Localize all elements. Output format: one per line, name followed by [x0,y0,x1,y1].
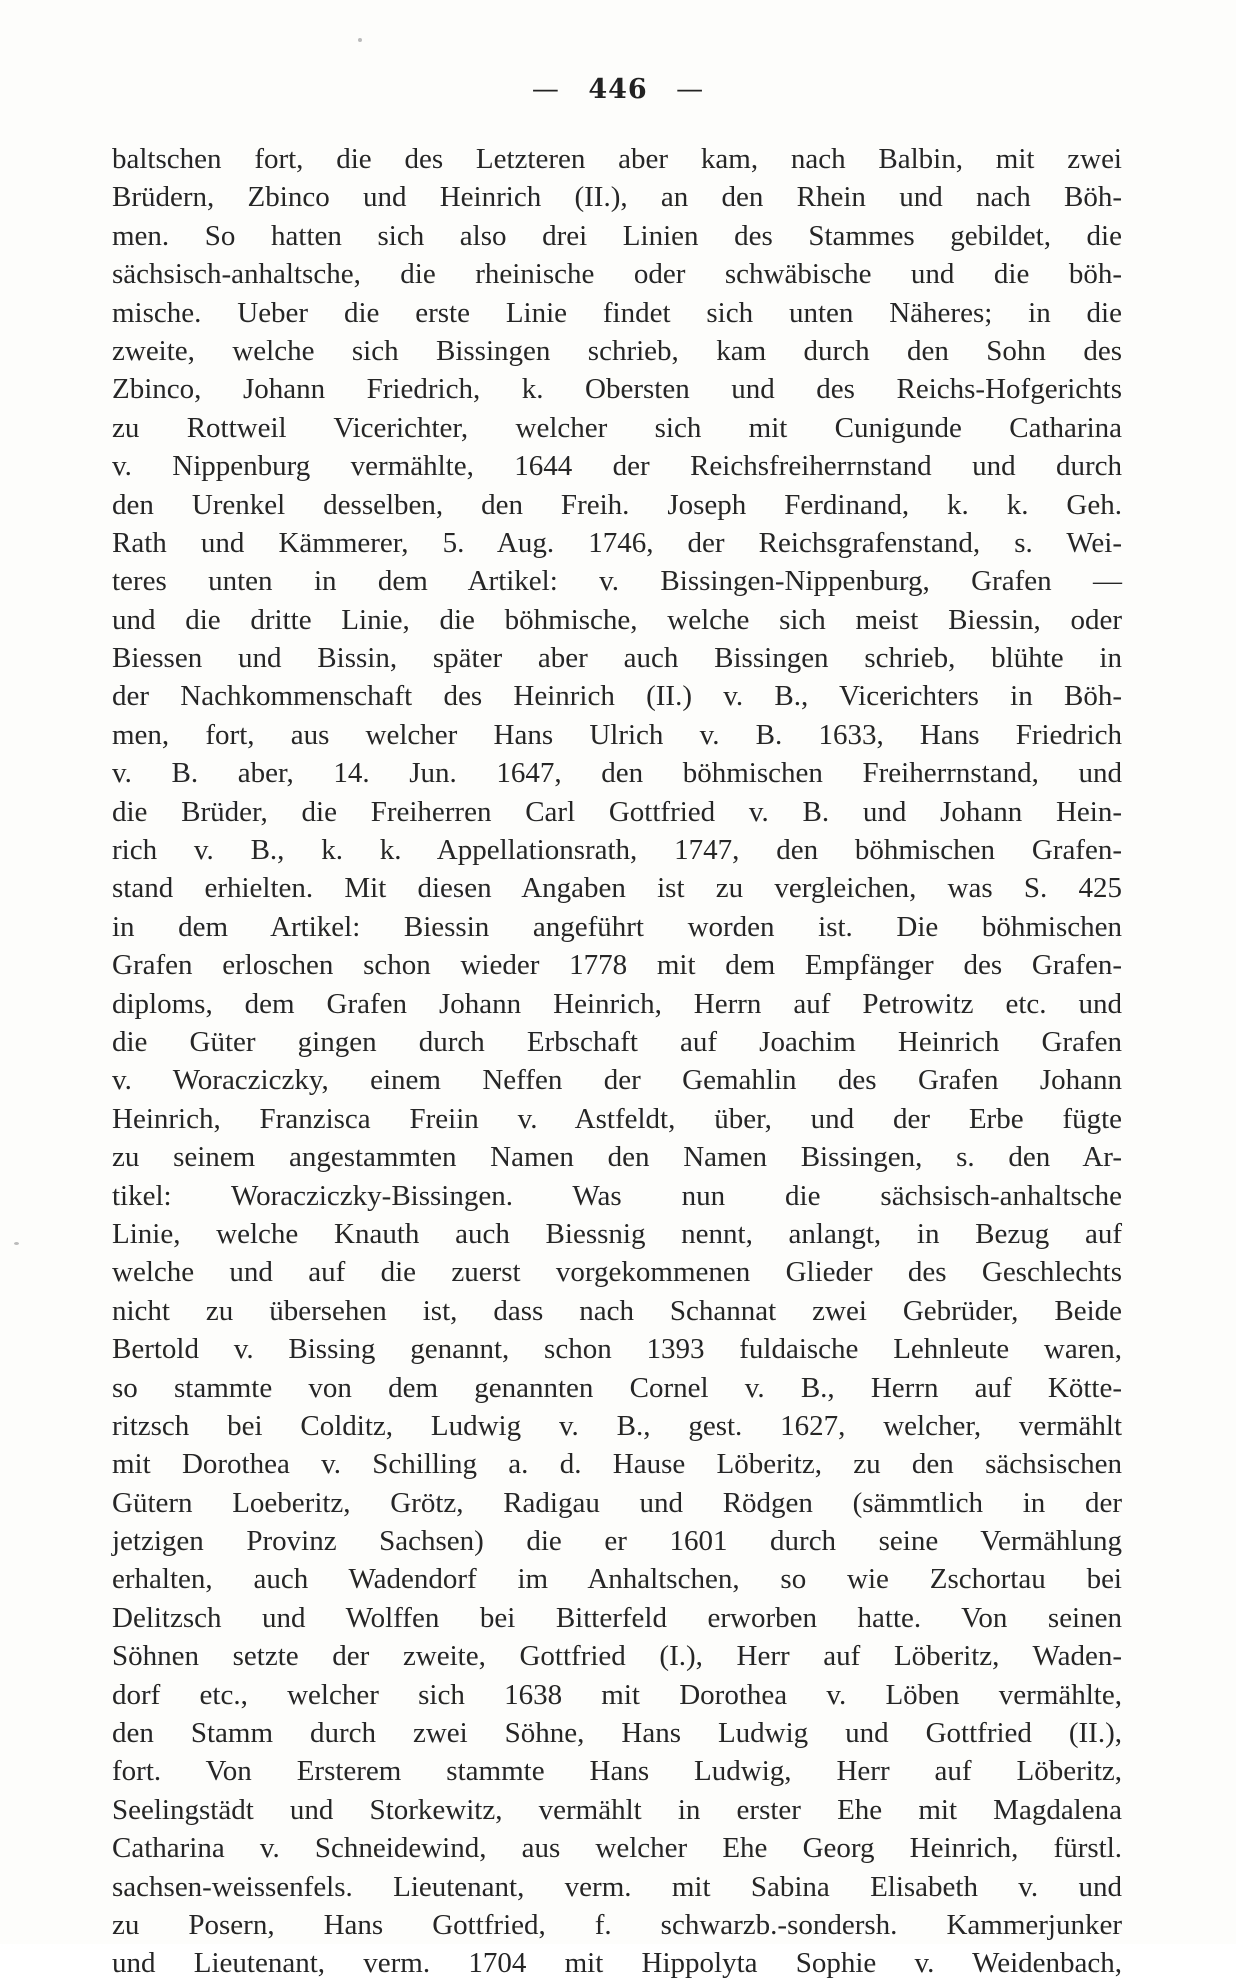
text-line: zu Rottweil Vicerichter, welcher sich mit Cunigunde Catharina [112,411,1122,444]
text-line: und die dritte Linie, die böhmische, welche sich meist Biessin, oder [112,603,1122,636]
text-line: den Stamm durch zwei Söhne, Hans Ludwig und Gottfried (II.), [112,1717,1122,1750]
text-line: Seelingstädt und Storkewitz, vermählt in erster Ehe mit Magdalena [112,1793,1122,1826]
text-line: baltschen fort, die des Letzteren aber kam, nach Balbin, mit zwei [112,143,1122,175]
body-text [112,140,1122,1983]
text-line: zu Posern, Hans Gottfried, f. schwarzb.-sondersh. Kammerjunker [112,1908,1122,1941]
text-line: Catharina v. Schneidewind, aus welcher Ehe Georg Heinrich, fürstl. [112,1832,1122,1865]
text-line: stand erhielten. Mit diesen Angaben ist zu vergleichen, was S. 425 [112,872,1122,905]
text-line: Brüdern, Zbinco und Heinrich (II.), an den Rhein und nach Böh- [112,181,1122,214]
paper-speck [358,38,362,42]
text-line: jetzigen Provinz Sachsen) die er 1601 durch seine Vermählung [112,1525,1122,1558]
text-line: teres unten in dem Artikel: v. Bissingen-Nippenburg, Grafen — [112,565,1122,598]
text-line: so stammte von dem genannten Cornel v. B., Herrn auf Kötte- [112,1371,1122,1404]
text-line: erhalten, auch Wadendorf im Anhaltschen, so wie Zschortau bei [112,1563,1122,1596]
text-line: in dem Artikel: Biessin angeführt worden ist. Die böhmischen [112,910,1122,943]
text-line: Söhnen setzte der zweite, Gottfried (I.), Herr auf Löberitz, Waden- [112,1640,1122,1673]
text-line: die Güter gingen durch Erbschaft auf Joachim Heinrich Grafen [112,1025,1122,1058]
text-line: der Nachkommenschaft des Heinrich (II.) v. B., Vicerichters in Böh- [112,680,1122,713]
text-line: mische. Ueber die erste Linie findet sich unten Näheres; in die [112,296,1122,329]
text-line: v. Woracziczky, einem Neffen der Gemahlin des Grafen Johann [112,1064,1122,1097]
header-dash-right: — [676,74,705,105]
text-line: v. B. aber, 14. Jun. 1647, den böhmischen Freiherrnstand, und [112,757,1122,790]
text-line: ritzsch bei Colditz, Ludwig v. B., gest. 1627, welcher, vermählt [112,1409,1122,1442]
text-line: Rath und Kämmerer, 5. Aug. 1746, der Reichsgrafenstand, s. Wei- [112,526,1122,559]
text-line: welche und auf die zuerst vorgekommenen Glieder des Geschlechts [112,1256,1122,1289]
text-line: zu seinem angestammten Namen den Namen Bissingen, s. den Ar- [112,1141,1122,1174]
text-line: sachsen-weissenfels. Lieutenant, verm. mit Sabina Elisabeth v. und [112,1870,1122,1903]
text-line: v. Nippenburg vermählte, 1644 der Reichsfreiherrnstand und durch [112,450,1122,483]
text-line: nicht zu übersehen ist, dass nach Schannat zwei Gebrüder, Beide [112,1294,1122,1327]
paper-speck [14,1242,19,1245]
text-line: die Brüder, die Freiherren Carl Gottfried v. B. und Johann Hein- [112,795,1122,828]
text-line: Bertold v. Bissing genannt, schon 1393 fuldaische Lehnleute waren, [112,1333,1122,1366]
text-line: zweite, welche sich Bissingen schrieb, kam durch den Sohn des [112,334,1122,367]
text-line: men. So hatten sich also drei Linien des Stammes gebildet, die [112,219,1122,252]
text-line: tikel: Woracziczky-Bissingen. Was nun die sächsisch-anhaltsche [112,1179,1122,1212]
text-line: Biessen und Bissin, später aber auch Bissingen schrieb, blühte in [112,642,1122,675]
text-line: dorf etc., welcher sich 1638 mit Dorothea v. Löben vermählte, [112,1678,1122,1711]
text-line: men, fort, aus welcher Hans Ulrich v. B. 1633, Hans Friedrich [112,718,1122,751]
text-line: und Lieutenant, verm. 1704 mit Hippolyta Sophie v. Weidenbach, [112,1947,1122,1980]
text-line: den Urenkel desselben, den Freih. Joseph Ferdinand, k. k. Geh. [112,488,1122,521]
text-line: diploms, dem Grafen Johann Heinrich, Herrn auf Petrowitz etc. und [112,987,1122,1020]
text-line: Delitzsch und Wolffen bei Bitterfeld erworben hatte. Von seinen [112,1601,1122,1634]
header-dash-left: — [531,74,560,105]
text-line: Zbinco, Johann Friedrich, k. Obersten und des Reichs-Hofgerichts [112,373,1122,406]
text-line: sächsisch-anhaltsche, die rheinische oder schwäbische und die böh- [112,258,1122,291]
text-line: mit Dorothea v. Schilling a. d. Hause Löberitz, zu den sächsischen [112,1448,1122,1481]
text-line: fort. Von Ersterem stammte Hans Ludwig, Herr auf Löberitz, [112,1755,1122,1788]
text-line: Heinrich, Franzisca Freiin v. Astfeldt, über, und der Erbe fügte [112,1102,1122,1135]
page-header [0,74,1236,105]
page-number: 446 [588,74,648,105]
text-line: rich v. B., k. k. Appellationsrath, 1747, den böhmischen Grafen- [112,834,1122,867]
text-line: Gütern Loeberitz, Grötz, Radigau und Rödgen (sämmtlich in der [112,1486,1122,1519]
text-line: Grafen erloschen schon wieder 1778 mit dem Empfänger des Grafen- [112,949,1122,982]
text-line: Linie, welche Knauth auch Biessnig nennt, anlangt, in Bezug auf [112,1217,1122,1250]
